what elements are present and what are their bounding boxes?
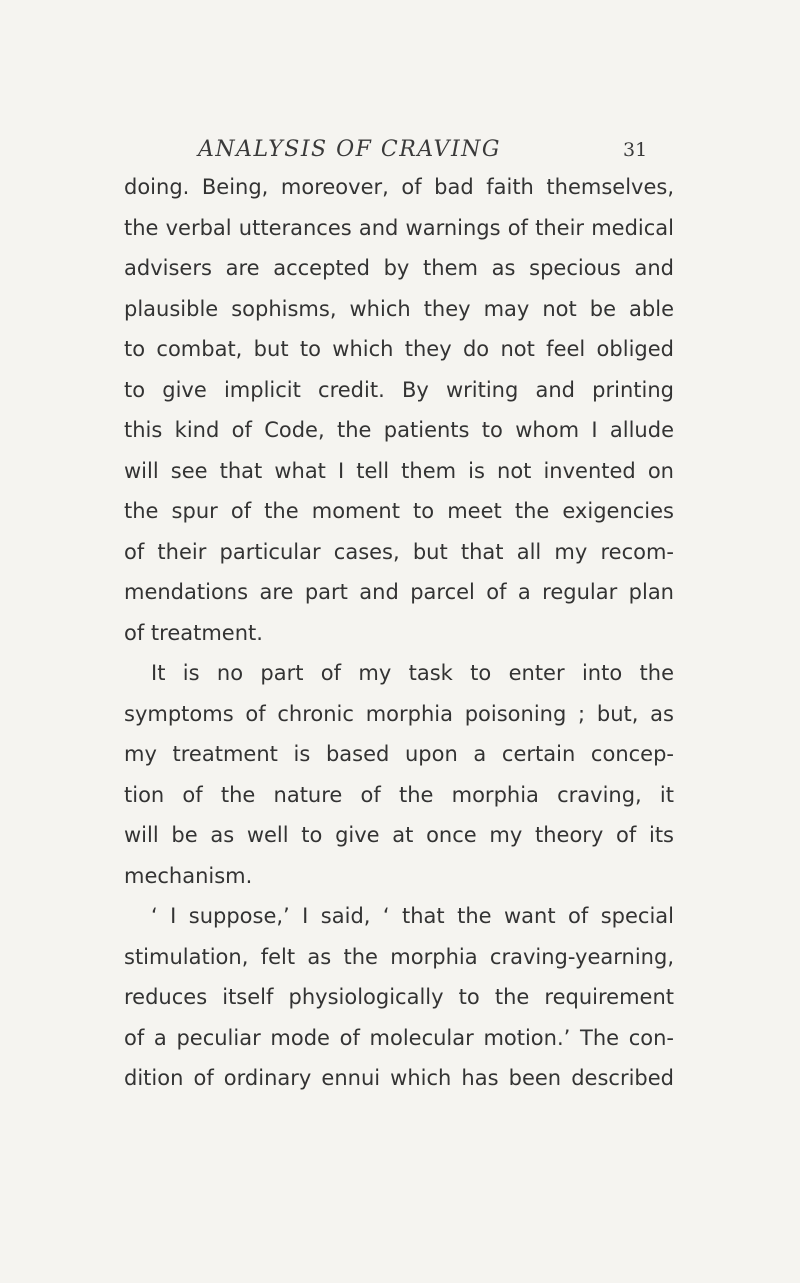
text-line: stimulation, felt as the morphia craving-yearning, xyxy=(124,944,674,969)
text-line: the verbal utterances and warnings of their medical xyxy=(124,215,674,240)
text-line: my treatment is based upon a certain concep- xyxy=(124,742,674,766)
text-line: symptoms of chronic morphia poisoning ; but, as xyxy=(124,701,674,726)
text-line: tion of the nature of the morphia craving, it xyxy=(124,782,674,807)
text-line: the spur of the moment to meet the exigencies xyxy=(124,499,674,523)
text-line: to give implicit credit. By writing and printing xyxy=(124,377,674,402)
page-number: 31 xyxy=(623,139,648,161)
text-line: mendations are part and parcel of a regular plan xyxy=(124,580,674,604)
text-line: this kind of Code, the patients to whom I allude xyxy=(124,418,674,442)
text-line: ‘ I suppose,’ I said, ‘ that the want of special xyxy=(151,904,674,928)
text-line: of treatment. xyxy=(124,620,263,645)
body-text xyxy=(124,167,674,1099)
text-line: plausible sophisms, which they may not be able xyxy=(124,296,674,321)
running-title: ANALYSIS OF CRAVING xyxy=(198,137,501,162)
text-line: will see that what I tell them is not invented on xyxy=(124,458,674,483)
text-line: to combat, but to which they do not feel obliged xyxy=(124,337,674,361)
text-line: dition of ordinary ennui which has been described xyxy=(124,1066,674,1090)
text-line: of their particular cases, but that all my recom- xyxy=(124,539,674,564)
text-line: It is no part of my task to enter into the xyxy=(151,661,674,685)
text-line: will be as well to give at once my theory of its xyxy=(124,823,674,847)
text-line: reduces itself physiologically to the requirement xyxy=(124,985,674,1009)
text-line: mechanism. xyxy=(124,863,253,888)
text-line: doing. Being, moreover, of bad faith themselves, xyxy=(124,175,674,199)
text-line: of a peculiar mode of molecular motion.’ The con- xyxy=(124,1025,674,1050)
text-line: advisers are accepted by them as specious and xyxy=(124,256,674,280)
